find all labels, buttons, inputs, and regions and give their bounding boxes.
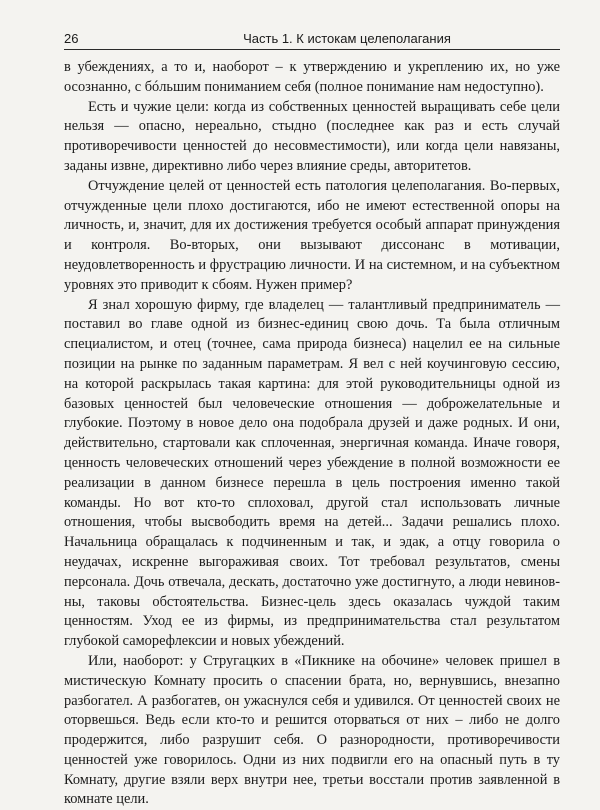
- running-title: Часть 1. К истокам целеполагания: [243, 31, 451, 46]
- page-number: 26: [64, 31, 79, 46]
- body-text: [64, 58, 560, 810]
- paragraph: Я знал хорошую фирму, где владелец — талантливый предприниматель — поставил во главе одной из бизнес-единиц свою дочь. Та была отличным специалистом, и отец (точнее, сама природа бизнеса) нацелил ее на сильные позиции на рынке по заданным параметрам. Я вел с ней коучинговую сессию, на которой раскрылась такая картина: для этой руководительницы одной из базовых ценностей был человеческие отношения — доброжелательные и глубокие. Поэтому в новое дело она подобрала друзей и даже родных. И они, действительно, стартовали как сплоченная, энергичная команда. Иначе говоря, ценность человеческих отношений через убеждение в полной возможности ее реализации в данном бизнесе перешла в цель построения именно такой команды. Но вот кто-то сплоховал, другой стал использовать личные отношения, чтобы высвободить время на детей... Задачи решались плохо. Начальница обращалась к подчиненным и так, и эдак, а отцу говорила о неудачах, искренне выгораживая своих. Тот требовал результатов, смены персонала. Дочь отвечала, дескать, достаточно уже достигнуто, а люди невиновны, таковы обстоятельства. Бизнес-цель здесь оказалась чуждой таким ценностям. Уход ее из фирмы, из предпринимательства стал результатом глубокой саморефлексии и новых убеждений.: [64, 296, 560, 650]
- paragraph: Есть и чужие цели: когда из собственных ценностей выращивать себе цели нельзя — опасно, нереально, стыдно (последнее как раз и есть случай противоречивости ценностей до несовместимости), или когда цели навязаны, заданы извне, директивно либо через влияние среды, авторитетов.: [64, 98, 560, 174]
- paragraph: Или, наоборот: у Стругацких в «Пикнике на обочине» человек пришел в мистическую Комнату просить о спасении брата, но, вернувшись, внезапно разбогател. А разбогатев, он ужаснулся себя и удивился. От ценностей своих не оторвешься. Ведь если кто-то и решится оторваться от них – либо не долго продержится, либо разрушит себя. О разнородности, противоречивости ценностей уже говорилось. Одни из них подвигли его на опасный путь в ту Комнату, другие взяли верх внутри нее, третьи восстали против заявленной в комнате цели.: [64, 652, 560, 808]
- page-header: [64, 22, 560, 50]
- paragraph: Отчуждение целей от ценностей есть патология целеполагания. Во-первых, отчужденные цели плохо достигаются, ибо не имеют естественной опоры на личность, и, значит, для их достижения требуется особый аппарат принуждения и контроля. Во-вторых, они вызывают диссонанс в мотивации, неудовлетворенность и фрустрацию личности. И на системном, и на субъектном уровнях это приводит к сбоям. Нужен пример?: [64, 177, 560, 293]
- paragraph: в убеждениях, а то и, наоборот – к утверждению и укреплению их, но уже осознанно, с бóльшим пониманием себя (полное понимание нам недоступно).: [64, 59, 560, 95]
